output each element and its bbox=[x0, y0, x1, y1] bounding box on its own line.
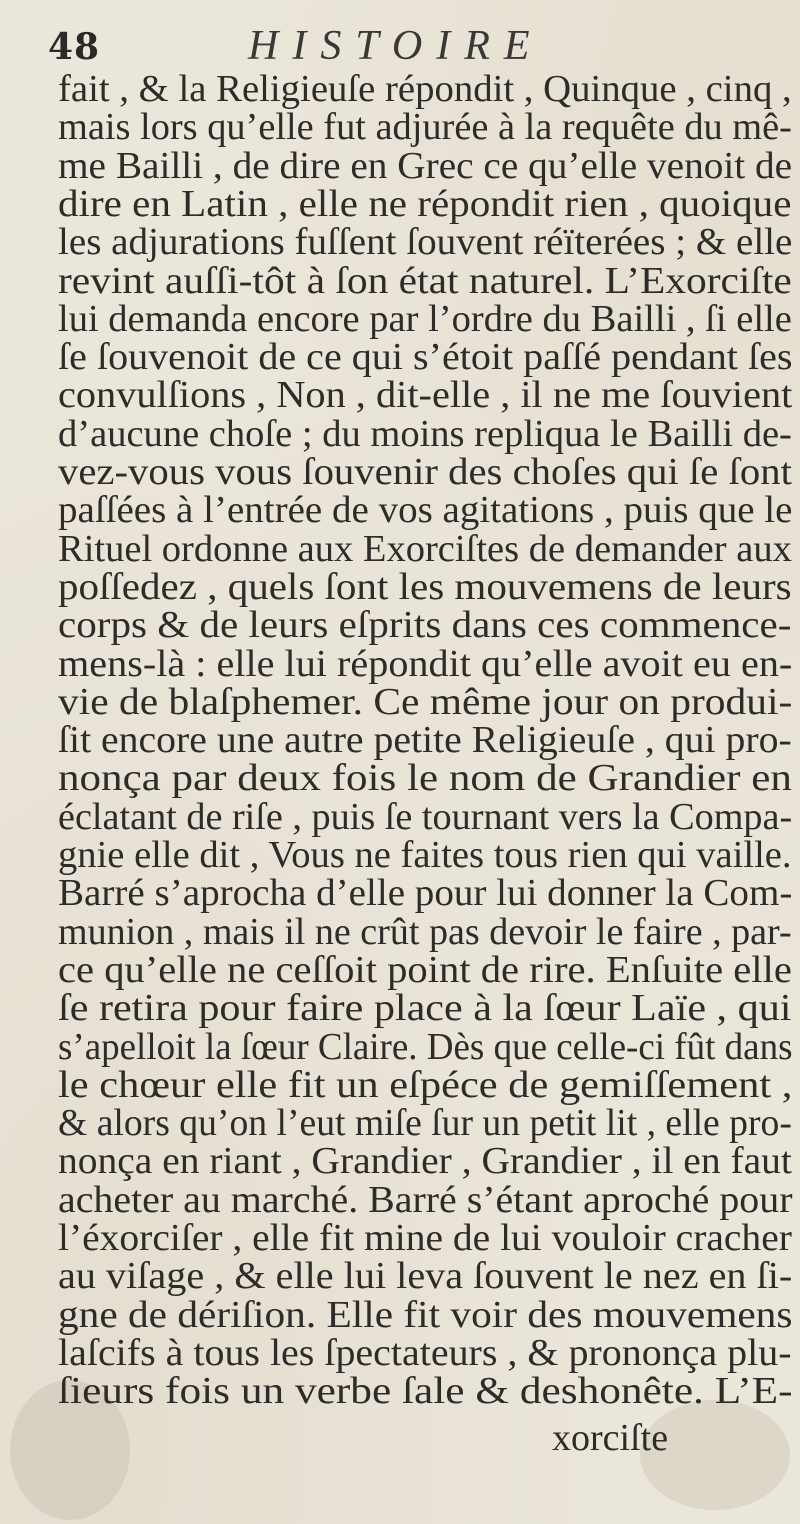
text-line: les adjurations fuſſent ſouvent réïterées ; & elle bbox=[58, 221, 793, 264]
text-line: & alors qu’on l’eut miſe ſur un petit lit , elle pro- bbox=[58, 1102, 792, 1145]
text-line: ſit encore une autre petite Religieuſe , qui pro- bbox=[58, 719, 792, 762]
text-line: ſieurs fois un verbe ſale & deshonête. L’E- bbox=[58, 1370, 793, 1413]
text-line: fait , & la Religieuſe répondit , Quinque , cinq , bbox=[58, 68, 792, 110]
text-line: dire en Latin , elle ne répondit rien , quoique bbox=[58, 182, 792, 225]
text-line: laſcifs à tous les ſpectateurs , & prononça plu- bbox=[58, 1331, 792, 1374]
text-line: mais lors qu’elle fut adjurée à la requête du mê- bbox=[58, 106, 792, 149]
text-line: gnie elle dit , Vous ne faites tous rien qui vaille. bbox=[58, 834, 792, 876]
text-line: paſſées à l’entrée de vos agitations , puis que le bbox=[58, 489, 793, 532]
text-line: munion , mais il ne crût pas devoir le faire , par- bbox=[58, 910, 792, 953]
text-line: ſe retira pour faire place à la ſœur Laïe , qui bbox=[58, 987, 792, 1030]
text-line: Rituel ordonne aux Exorciſtes de demander aux bbox=[58, 527, 792, 570]
text-line: me Bailli , de dire en Grec ce qu’elle venoit de bbox=[58, 144, 793, 187]
text-line: vie de blaſphemer. Ce même jour on produi- bbox=[58, 680, 793, 723]
text-line: nonça en riant , Grandier , Grandier , il en faut bbox=[58, 1140, 792, 1183]
text-line: mens-là : elle lui répondit qu’elle avoit eu en- bbox=[58, 642, 793, 685]
text-line: lui demanda encore par l’ordre du Bailli , ſi elle bbox=[58, 297, 792, 340]
text-line: Barré s’aprocha d’elle pour lui donner la Com- bbox=[58, 872, 793, 915]
text-line: acheter au marché. Barré s’étant aproché pour bbox=[58, 1178, 793, 1221]
text-line: éclatant de riſe , puis ſe tournant vers la Compa- bbox=[58, 795, 793, 838]
text-line: nonça par deux fois le nom de Grandier en bbox=[58, 757, 792, 800]
text-line: d’aucune choſe ; du moins repliqua le Bailli de- bbox=[58, 412, 792, 455]
page-header bbox=[48, 18, 768, 74]
text-line: corps & de leurs eſprits dans ces commence- bbox=[58, 604, 792, 647]
page-number: 48 bbox=[48, 26, 101, 68]
catchword: xorciſte bbox=[552, 1417, 669, 1459]
text-line: convulſions , Non , dit-elle , il ne me ſouvient bbox=[58, 374, 793, 417]
text-line: poſſedez , quels ſont les mouvemens de leurs bbox=[58, 565, 792, 608]
running-head: HISTOIRE bbox=[248, 23, 544, 69]
text-line: gne de dériſion. Elle fit voir des mouvemens bbox=[58, 1293, 793, 1336]
text-line: vez-vous vous ſouvenir des choſes qui ſe ſont bbox=[58, 451, 792, 493]
text-line: l’éxorciſer , elle fit mine de lui vouloir cracher bbox=[58, 1217, 792, 1259]
text-line: s’apelloit la ſœur Claire. Dès que celle-ci fût dans bbox=[58, 1025, 793, 1068]
text-line: ſe ſouvenoit de ce qui s’étoit paſſé pendant ſes bbox=[58, 336, 793, 379]
text-line: ce qu’elle ne ceſſoit point de rire. Enſuite elle bbox=[58, 948, 792, 991]
text-line: revint auſſi-tôt à ſon état naturel. L’Exorciſte bbox=[58, 259, 792, 302]
text-line: le chœur elle fit un eſpéce de gemiſſement , bbox=[58, 1063, 793, 1106]
text-line: au viſage , & elle lui leva ſouvent le nez en ſi- bbox=[58, 1255, 793, 1298]
